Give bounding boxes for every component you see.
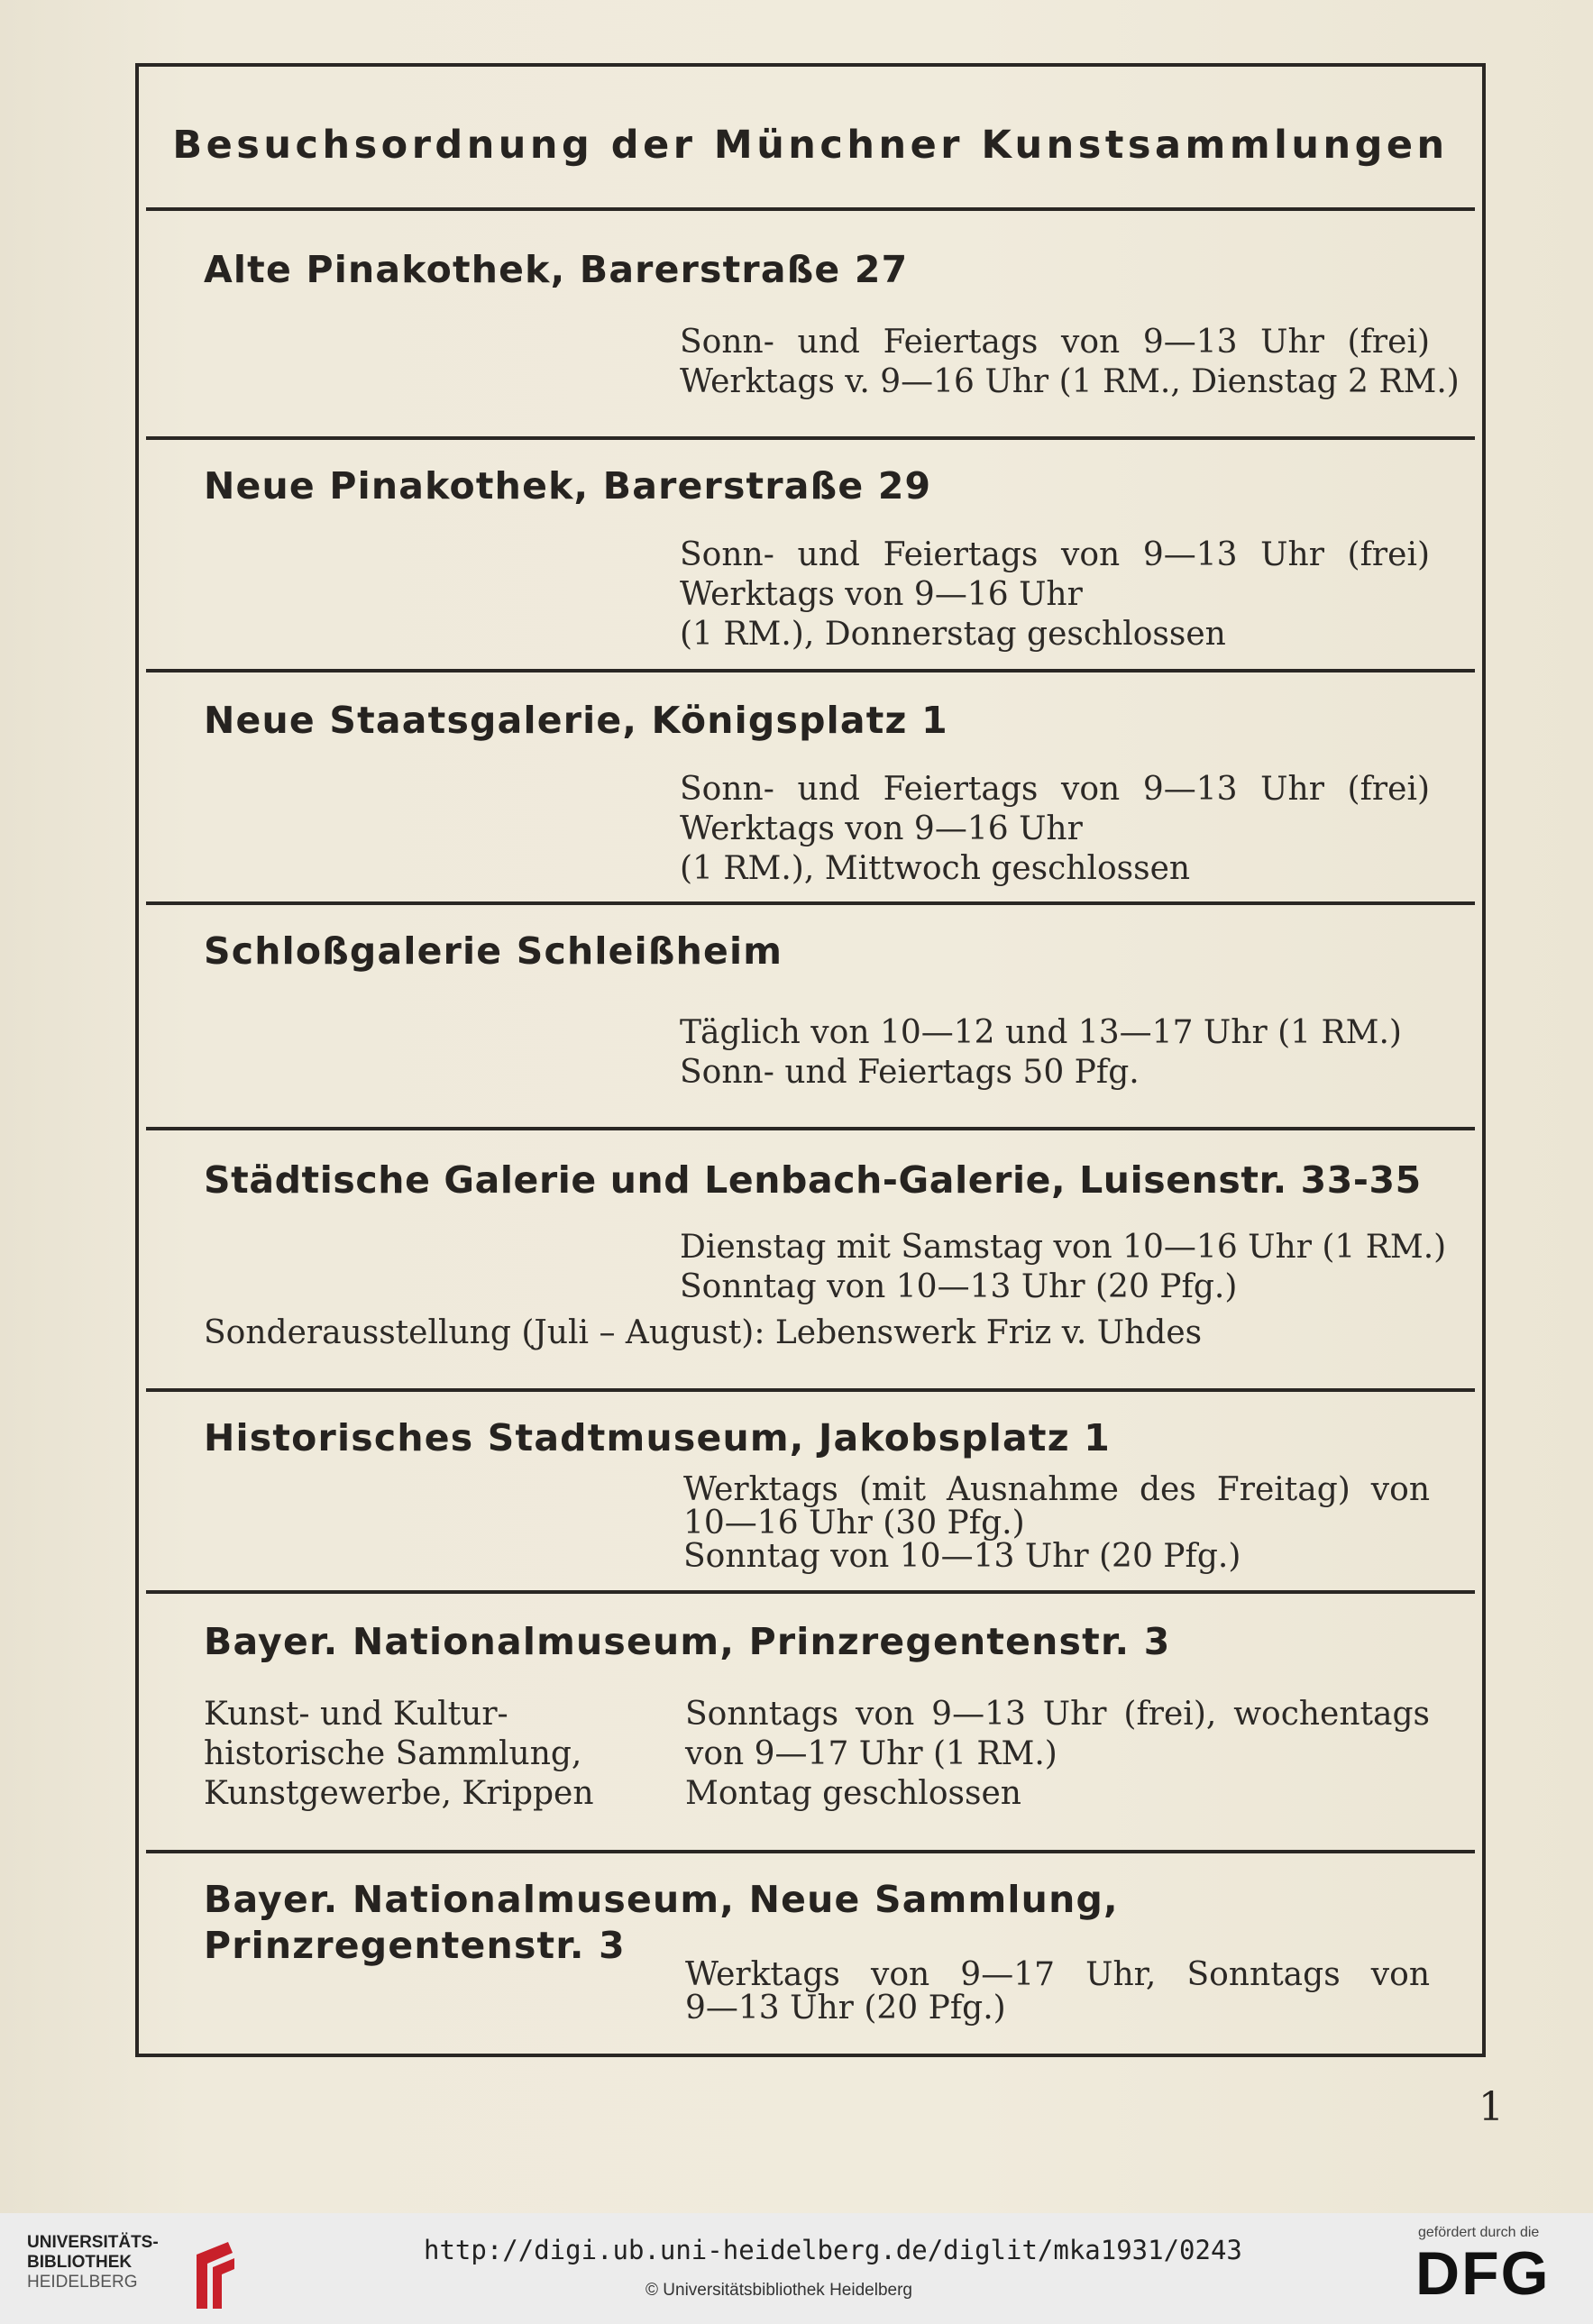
section-hours-neue-sammlung: Werktags von 9—17 Uhr, Sonntags von 9—13 Uhr (20 Pfg.) bbox=[685, 1956, 1430, 2027]
page-title: Besuchsordnung der Münchner Kunstsammlungen bbox=[172, 123, 1449, 168]
dfg-caption: gefördert durch die bbox=[1418, 2225, 1540, 2240]
divider bbox=[146, 669, 1475, 672]
section-hours-neue-staatsgalerie: Sonn- und Feiertags von 9—13 Uhr (frei) Werktags von 9—16 Uhr (1 RM.), Mittwoch geschlossen bbox=[680, 771, 1430, 887]
copyright-notice: © Universitätsbibliothek Heidelberg bbox=[645, 2281, 912, 2300]
section-hours-neue-pinakothek: Sonn- und Feiertags von 9—13 Uhr (frei) Werktags von 9—16 Uhr (1 RM.), Donnerstag geschlossen bbox=[680, 536, 1430, 653]
section-heading-alte-pinakothek: Alte Pinakothek, Barerstraße 27 bbox=[204, 248, 909, 291]
section-heading-neue-sammlung: Bayer. Nationalmuseum, Neue Sammlung, Prinzregentenstr. 3 bbox=[204, 1878, 1119, 1968]
divider bbox=[146, 1388, 1475, 1392]
section-heading-neue-staatsgalerie: Neue Staatsgalerie, Königsplatz 1 bbox=[204, 699, 948, 742]
section-hours-staedtische-galerie: Dienstag mit Samstag von 10—16 Uhr (1 RM.) Sonntag von 10—13 Uhr (20 Pfg.) bbox=[680, 1229, 1447, 1305]
section-heading-staedtische-galerie: Städtische Galerie und Lenbach-Galerie, Luisenstr. 33-35 bbox=[204, 1158, 1422, 1202]
section-hours-stadtmuseum: Werktags (mit Ausnahme des Freitag) von 10—16 Uhr (30 Pfg.) Sonntag von 10—13 Uhr (20 Pfg.) bbox=[683, 1471, 1430, 1575]
section-collections-nationalmuseum: Kunst- und Kultur- historische Sammlung, Kunstgewerbe, Krippen bbox=[204, 1696, 594, 1812]
page-number: 1 bbox=[1479, 2084, 1504, 2130]
section-heading-stadtmuseum: Historisches Stadtmuseum, Jakobsplatz 1 bbox=[204, 1416, 1111, 1459]
section-heading-nationalmuseum: Bayer. Nationalmuseum, Prinzregentenstr. 3 bbox=[204, 1620, 1171, 1663]
divider bbox=[146, 1850, 1475, 1853]
library-name: UNIVERSITÄTS- BIBLIOTHEK HEIDELBERG bbox=[27, 2233, 159, 2292]
divider bbox=[146, 207, 1475, 211]
section-note-sonderausstellung: Sonderausstellung (Juli – August): Lebenswerk Friz v. Uhdes bbox=[204, 1314, 1203, 1351]
section-heading-schlossgalerie: Schloßgalerie Schleißheim bbox=[204, 929, 783, 973]
section-hours-alte-pinakothek: Sonn- und Feiertags von 9—13 Uhr (frei) Werktags v. 9—16 Uhr (1 RM., Dienstag 2 RM.) bbox=[680, 324, 1460, 400]
divider bbox=[146, 436, 1475, 440]
divider bbox=[146, 1590, 1475, 1594]
schedule-frame bbox=[135, 63, 1486, 2057]
section-hours-nationalmuseum: Sonntags von 9—13 Uhr (frei), wochentags von 9—17 Uhr (1 RM.) Montag geschlossen bbox=[685, 1696, 1430, 1812]
section-hours-schlossgalerie: Täglich von 10—12 und 13—17 Uhr (1 RM.) Sonn- und Feiertags 50 Pfg. bbox=[680, 1014, 1402, 1091]
section-heading-neue-pinakothek: Neue Pinakothek, Barerstraße 29 bbox=[204, 464, 932, 508]
source-url-link[interactable]: http://digi.ub.uni-heidelberg.de/diglit/mka1931/0243 bbox=[424, 2235, 1242, 2265]
dfg-logo-icon: DFG bbox=[1415, 2239, 1551, 2308]
divider bbox=[146, 1127, 1475, 1130]
divider bbox=[146, 901, 1475, 905]
